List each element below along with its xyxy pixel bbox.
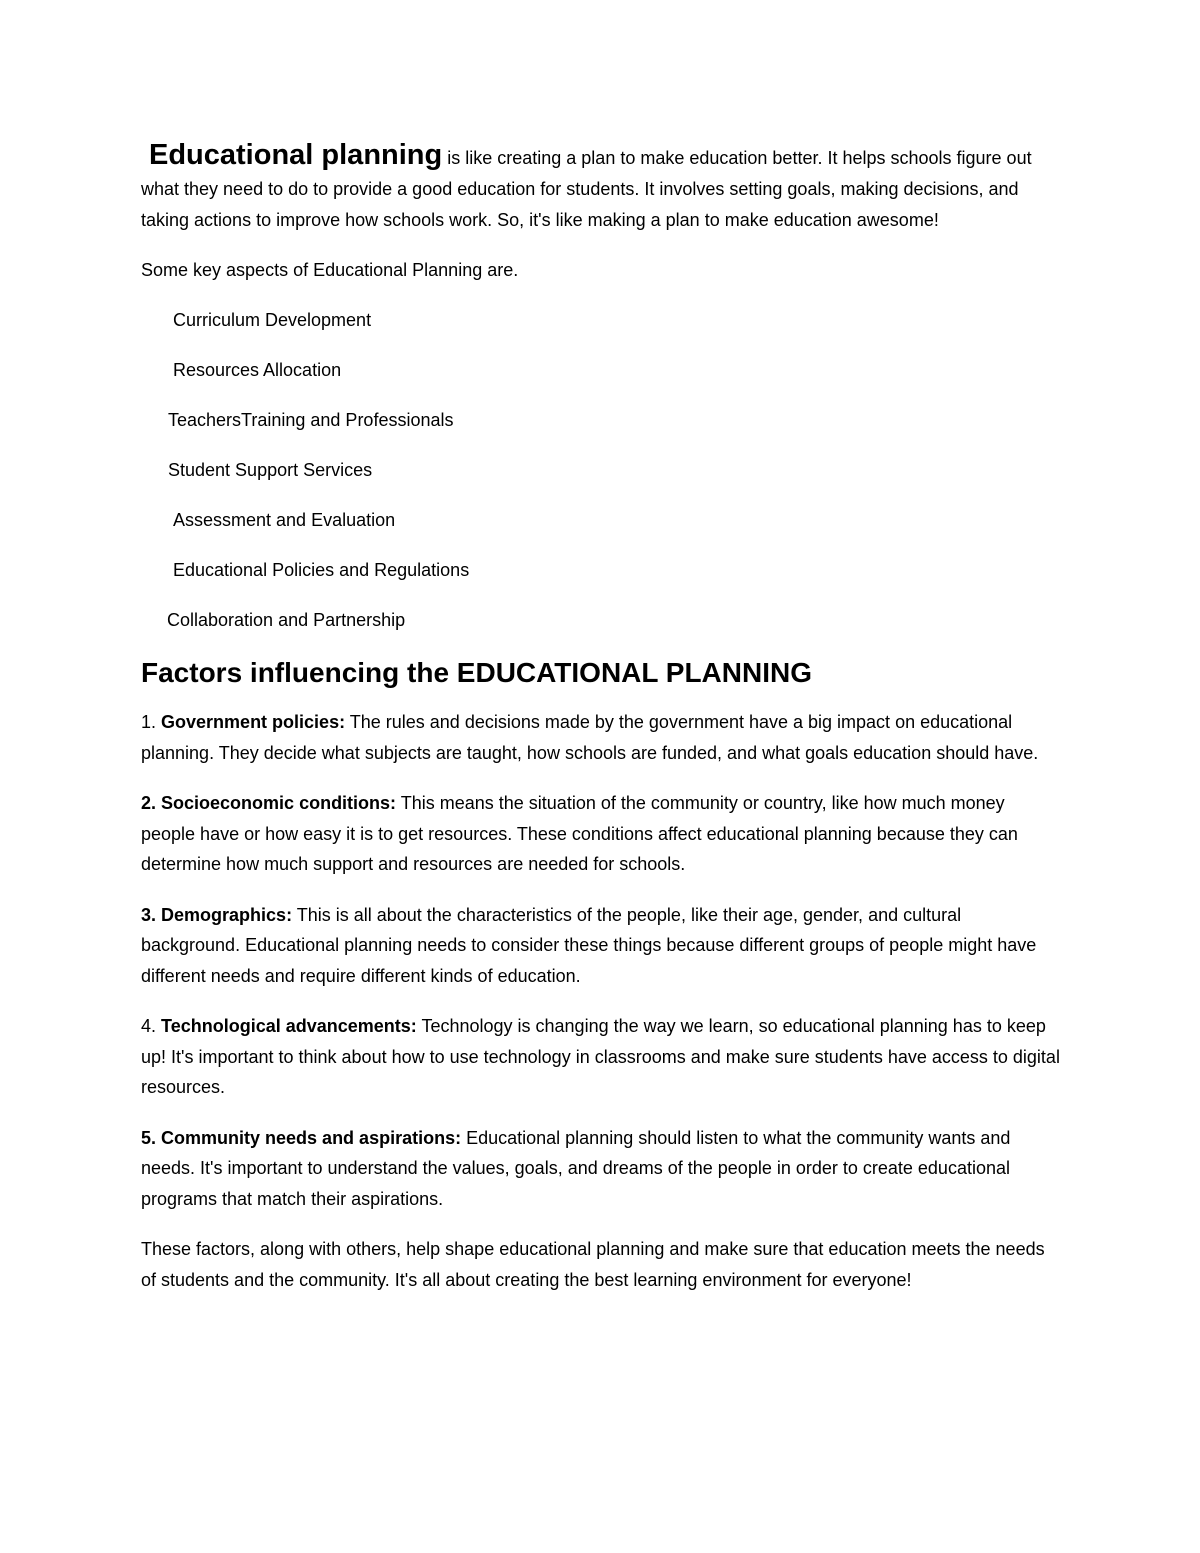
factor-text: Technology is changing the way we learn, so educational planning has to keep up! It's important to think about how to use technology in classrooms and make sure students have access to digital resources. xyxy=(141,1016,1060,1097)
factor-term: Community needs and aspirations: xyxy=(161,1127,462,1148)
list-item: Curriculum Development xyxy=(173,310,372,330)
factor-term: Demographics: xyxy=(161,904,293,925)
factor-number: 2. xyxy=(141,793,157,813)
list-item: Collaboration and Partnership xyxy=(167,610,406,630)
closing-paragraph: These factors, along with others, help shape educational planning and make sure that education meets the needs of students and the community. It's all about creating the best learning environment for everyone! xyxy=(141,1239,1045,1290)
list-item: TeachersTraining and Professionals xyxy=(168,410,454,430)
document-body xyxy=(141,140,1061,1295)
factor-number: 1. xyxy=(141,712,157,732)
factor-term: Technological advancements: xyxy=(161,1016,417,1036)
factor-item xyxy=(141,788,1061,880)
list-item: Educational Policies and Regulations xyxy=(173,560,470,580)
factor-text: This means the situation of the community or country, like how much money people have or how easy it is to get resources. These conditions affect educational planning because they can determine how much support and resources are needed for schools. xyxy=(141,793,1018,874)
factor-text: The rules and decisions made by the government have a big impact on educational planning. They decide what subjects are taught, how schools are funded, and what goals education should have. xyxy=(141,712,1039,763)
factor-number: 5. xyxy=(141,1127,157,1148)
aspects-list xyxy=(141,305,1061,635)
factor-term: Government policies: xyxy=(161,712,346,732)
intro-text: is like creating a plan to make education better. It helps schools figure out what they need to do to provide a good education for students. It involves setting goals, making decisions, and taking actions to improve how schools work. So, it's like making a plan to make education awesome! xyxy=(141,148,1032,230)
factor-text: Educational planning should listen to what the community wants and needs. It's important to understand the values, goals, and dreams of the people in order to create educational programs that match their aspirations. xyxy=(141,1127,1011,1209)
list-item: Student Support Services xyxy=(168,460,373,480)
factor-term: Socioeconomic conditions: xyxy=(161,793,397,813)
factor-text: This is all about the characteristics of the people, like their age, gender, and cultural background. Educational planning needs to consider these things because different groups of people might have different needs and require different kinds of education. xyxy=(141,904,1037,986)
factor-item xyxy=(141,1123,1061,1215)
factor-item xyxy=(141,900,1061,992)
list-item: Resources Allocation xyxy=(173,360,342,380)
factor-number: 3. xyxy=(141,904,157,925)
intro-lead-term: Educational planning xyxy=(149,139,443,171)
factor-item xyxy=(141,707,1061,768)
factor-number: 4. xyxy=(141,1016,157,1036)
section-title: Factors influencing the EDUCATIONAL PLANNING xyxy=(141,657,812,688)
aspects-heading: Some key aspects of Educational Planning are. xyxy=(141,260,519,280)
list-item: Assessment and Evaluation xyxy=(173,510,396,530)
factor-item xyxy=(141,1011,1061,1103)
intro-paragraph xyxy=(141,140,1061,236)
